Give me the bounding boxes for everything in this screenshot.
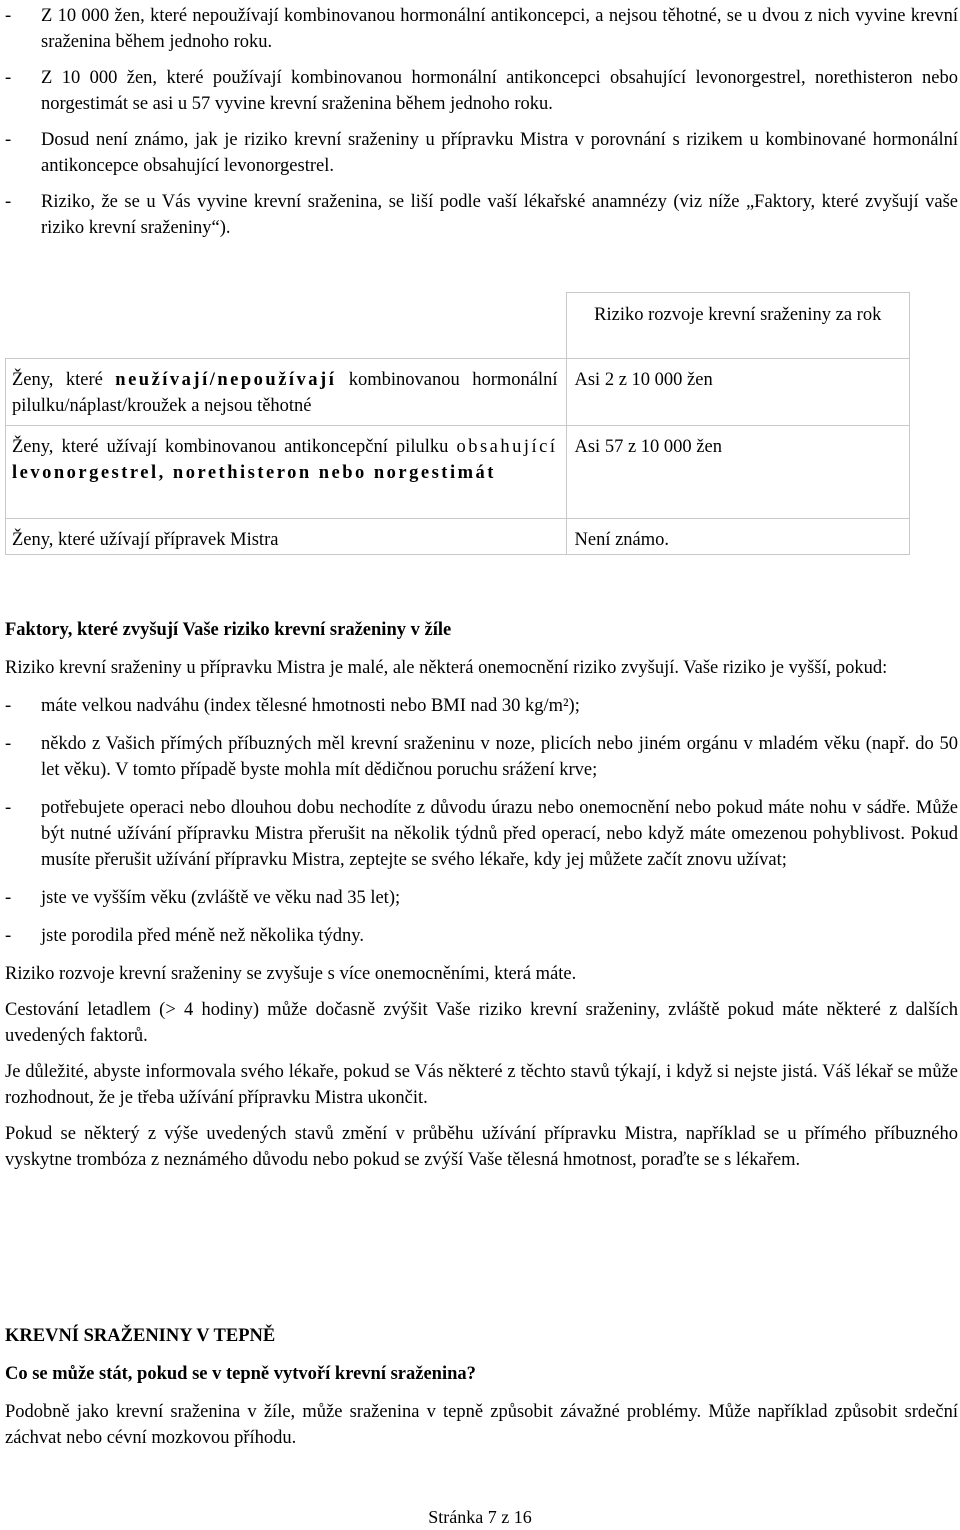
list-item: - Z 10 000 žen, které nepoužívají kombinovanou hormonální antikoncepci, a nejsou těhotné, se u dvou z nich vyvine krevní sraženina během jednoho roku.	[5, 6, 958, 52]
paragraph: Riziko krevní sraženiny u přípravku Mistra je malé, ale některá onemocnění riziko zvyšují. Vaše riziko je vyšší, pokud:	[5, 658, 888, 678]
table-row	[6, 426, 910, 519]
factors-section	[5, 617, 958, 1173]
subheading: Co se může stát, pokud se v tepně vytvoří krevní sraženina?	[5, 1364, 476, 1384]
paragraph: Cestování letadlem (> 4 hodiny) může dočasně zvýšit Vaše riziko krevní sraženiny, zvláště pokud máte některé z dalších uvedených faktorů.	[5, 1000, 958, 1046]
list-item: - Riziko, že se u Vás vyvine krevní sraženina, se liší podle vaší lékařské anamnézy (viz níže „Faktory, které zvyšují vaše riziko krevní sraženiny“).	[5, 192, 958, 238]
paragraph: Pokud se některý z výše uvedených stavů změní v průběhu užívání přípravku Mistra, například se u přímého příbuzného vyskytne trombóza z neznámého důvodu nebo pokud se zvýší Vaše tělesná hmotnost, poraďte se s lékařem.	[5, 1124, 958, 1170]
table-row-label: Ženy, které neužívají/nepoužívají kombinovanou hormonální pilulku/náplast/kroužek a nejsou těhotné	[6, 359, 567, 426]
list-item: - někdo z Vašich přímých příbuzných měl krevní sraženinu v noze, plicích nebo jiném orgánu v mladém věku (např. do 50 let věku). V tomto případě byste mohla mít dědičnou poruchu srážení krve;	[5, 734, 958, 780]
risk-table	[5, 292, 910, 555]
list-item: - Z 10 000 žen, které používají kombinovanou hormonální antikoncepci obsahující levonorgestrel, norethisteron nebo norgestimát se asi u 57 vyvine krevní sraženina během jednoho roku.	[5, 68, 958, 114]
paragraph: Podobně jako krevní sraženina v žíle, může sraženina v tepně způsobit závažné problémy. Může například způsobit srdeční záchvat nebo cévní mozkovou příhodu.	[5, 1402, 958, 1448]
list-item: - jste ve vyšším věku (zvláště ve věku nad 35 let);	[5, 888, 401, 908]
artery-section	[5, 1323, 958, 1451]
paragraph: Riziko rozvoje krevní sraženiny se zvyšuje s více onemocněními, která máte.	[5, 964, 577, 984]
list-item: - potřebujete operaci nebo dlouhou dobu nechodíte z důvodu úrazu nebo onemocnění nebo pokud máte nohu v sádře. Může být nutné užívání přípravku Mistra přerušit na několik týdnů před operací, nebo když máte omezenou pohyblivost. Pokud musíte přerušit užívání přípravku Mistra, zeptejte se svého lékaře, kdy jej můžete začít znovu užívat;	[5, 798, 958, 870]
top-list	[5, 3, 958, 241]
table-row-label: Ženy, které užívají kombinovanou antikoncepční pilulku obsahující levonorgestrel, norethisteron nebo norgestimát	[6, 426, 567, 519]
table-row-label: Ženy, které užívají přípravek Mistra	[6, 519, 567, 555]
table-row	[6, 359, 910, 426]
section-heading: KREVNÍ SRAŽENINY V TEPNĚ	[5, 1326, 276, 1346]
table-header-row	[6, 293, 910, 359]
table-row-value: Asi 2 z 10 000 žen	[566, 359, 910, 426]
list-item: - Dosud není známo, jak je riziko krevní sraženiny u přípravku Mistra v porovnání s rizikem u kombinované hormonální antikoncepce obsahující levonorgestrel.	[5, 130, 958, 176]
table-row	[6, 519, 910, 555]
table-row-value: Asi 57 z 10 000 žen	[566, 426, 910, 519]
table-header: Riziko rozvoje krevní sraženiny za rok	[566, 293, 910, 359]
table-empty-cell	[6, 293, 567, 359]
list-item: - jste porodila před méně než několika týdny.	[5, 926, 364, 946]
page-footer: Stránka 7 z 16	[428, 1507, 532, 1527]
table-row-value: Není známo.	[566, 519, 910, 555]
section-heading: Faktory, které zvyšují Vaše riziko krevní sraženiny v žíle	[5, 620, 452, 640]
paragraph: Je důležité, abyste informovala svého lékaře, pokud se Vás některé z těchto stavů týkají, i když si nejste jistá. Váš lékař se může rozhodnout, že je třeba užívání přípravku Mistra ukončit.	[5, 1062, 958, 1108]
list-item: - máte velkou nadváhu (index tělesné hmotnosti nebo BMI nad 30 kg/m²);	[5, 696, 580, 716]
